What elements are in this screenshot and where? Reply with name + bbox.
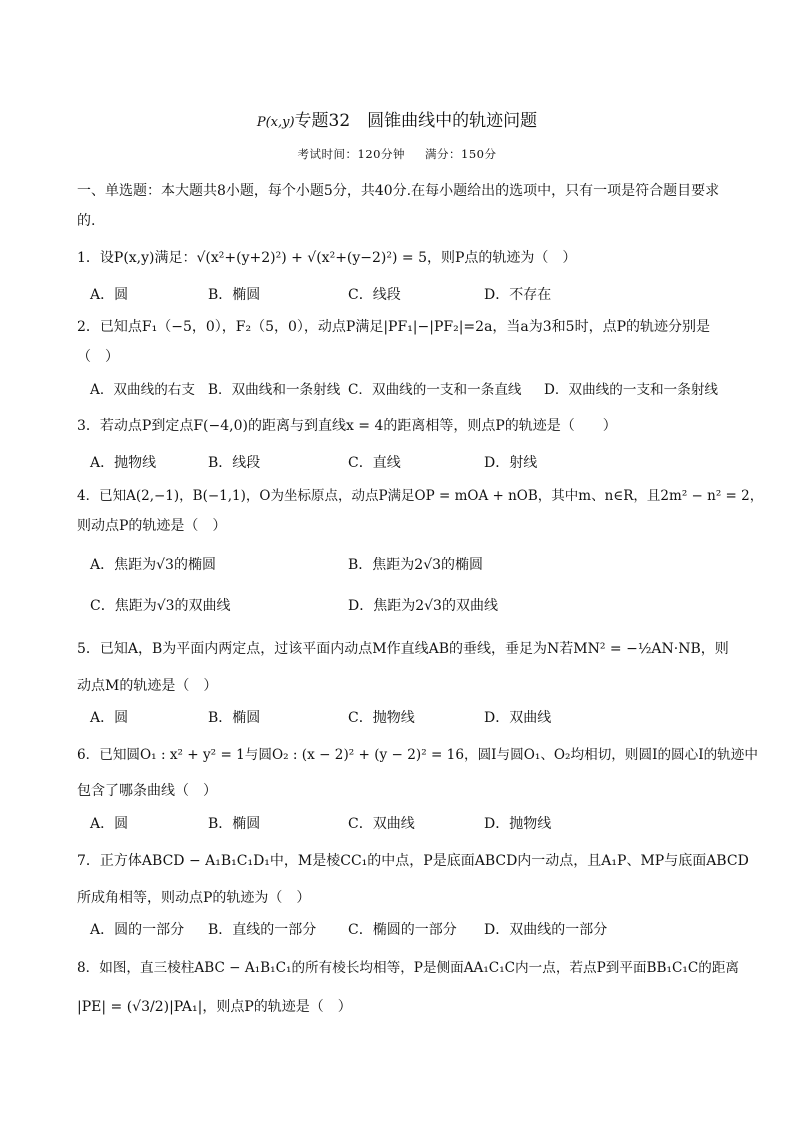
question-5-options (90, 707, 551, 727)
option-b: B．双曲线和一条射线 (208, 382, 341, 398)
question-6-cont: 包含了哪条曲线（ ） (77, 783, 217, 799)
question-7-cont: 所成角相等，则动点P的轨迹为（ ） (77, 890, 311, 906)
option-d: D．焦距为2√3的双曲线 (348, 598, 498, 614)
question-6: 6．已知圆O₁ : x² + y² = 1与圆O₂ : (x − 2)² + (y − 2)² = 16，圆I与圆O₁、O₂均相切，则圆I的圆心I的轨迹中 (77, 747, 758, 763)
question-3-options (90, 452, 537, 472)
question-2: 2．已知点F₁（−5，0），F₂（5，0），动点P满足|PF₁|−|PF₂|=2a，当a为3和5时，点P的轨迹分别是 (77, 319, 710, 335)
question-1: 1．设P(x,y)满足：√(x²+(y+2)²) + √(x²+(y−2)²) = 5，则P点的轨迹为（ ） (77, 250, 577, 266)
option-a: A．圆 (90, 710, 129, 726)
question-7-options (90, 919, 607, 939)
option-b: B．线段 (208, 455, 261, 471)
question-2-options (90, 378, 718, 398)
option-c: C．双曲线的一支和一条直线 (348, 382, 522, 398)
option-d: D．双曲线的一支和一条射线 (544, 382, 719, 398)
question-8-cont: |PE| = (√3/2)|PA₁|，则点P的轨迹是（ ） (77, 999, 352, 1015)
option-c: C．椭圆的一部分 (348, 922, 457, 938)
section-instruction-cont: 的. (77, 213, 96, 229)
question-3: 3．若动点P到定点F(−4,0)的距离与到直线x = 4的距离相等，则点P的轨迹是（ ） (77, 418, 617, 434)
title-text: 专题32 圆锥曲线中的轨迹问题 (294, 111, 538, 131)
option-a: A．圆 (90, 287, 129, 303)
option-a: A．圆的一部分 (90, 922, 185, 938)
option-c: C．线段 (348, 287, 401, 303)
question-4-cont: 则动点P的轨迹是（ ） (77, 518, 227, 534)
question-5-cont: 动点M的轨迹是（ ） (77, 678, 218, 694)
section-instruction: 一、单选题：本大题共8小题，每个小题5分，共40分.在每小题给出的选项中，只有一项是符合题目要求 (77, 183, 720, 199)
option-d: D．射线 (484, 455, 538, 471)
question-5: 5．已知A，B为平面内两定点，过该平面内动点M作直线AB的垂线，垂足为N若MN² = −½AN·NB，则 (77, 641, 729, 657)
option-a: A．双曲线的右支 (90, 382, 195, 398)
option-c: C．焦距为√3的双曲线 (90, 598, 231, 614)
option-b: B．直线的一部分 (208, 922, 317, 938)
option-b: B．焦距为2√3的椭圆 (348, 557, 484, 573)
exam-time: 考试时间：120分钟 (297, 147, 405, 161)
option-a: A．焦距为√3的椭圆 (90, 557, 216, 573)
option-d: D．抛物线 (484, 816, 552, 832)
option-b: B．椭圆 (208, 287, 261, 303)
question-1-options (90, 284, 551, 304)
option-d: D．双曲线的一部分 (484, 922, 608, 938)
option-b: B．椭圆 (208, 816, 261, 832)
option-c: C．双曲线 (348, 816, 415, 832)
question-6-options (90, 813, 551, 833)
page-title (0, 106, 794, 131)
option-d: D．不存在 (484, 287, 552, 303)
option-a: A．圆 (90, 816, 129, 832)
question-4: 4．已知A(2,−1)，B(−1,1)，O为坐标原点，动点P满足OP = mOA + nOB，其中m、n∈R，且2m² − n² = 2， (77, 488, 764, 504)
question-4-options-row2 (90, 595, 498, 615)
question-4-options-row1 (90, 554, 483, 574)
title-prefix: P(x,y) (256, 115, 295, 130)
exam-score: 满分：150分 (425, 147, 497, 161)
option-c: C．直线 (348, 455, 401, 471)
question-7: 7．正方体ABCD − A₁B₁C₁D₁中，M是棱CC₁的中点，P是底面ABCD内一动点，且A₁P、MP与底面ABCD (77, 853, 749, 869)
option-b: B．椭圆 (208, 710, 261, 726)
option-c: C．抛物线 (348, 710, 415, 726)
exam-info (0, 146, 794, 162)
question-2-cont: （ ） (77, 349, 119, 365)
question-8: 8．如图，直三棱柱ABC − A₁B₁C₁的所有棱长均相等，P是侧面AA₁C₁C内一点，若点P到平面BB₁C₁C的距离 (77, 960, 740, 976)
option-a: A．抛物线 (90, 455, 157, 471)
option-d: D．双曲线 (484, 710, 552, 726)
